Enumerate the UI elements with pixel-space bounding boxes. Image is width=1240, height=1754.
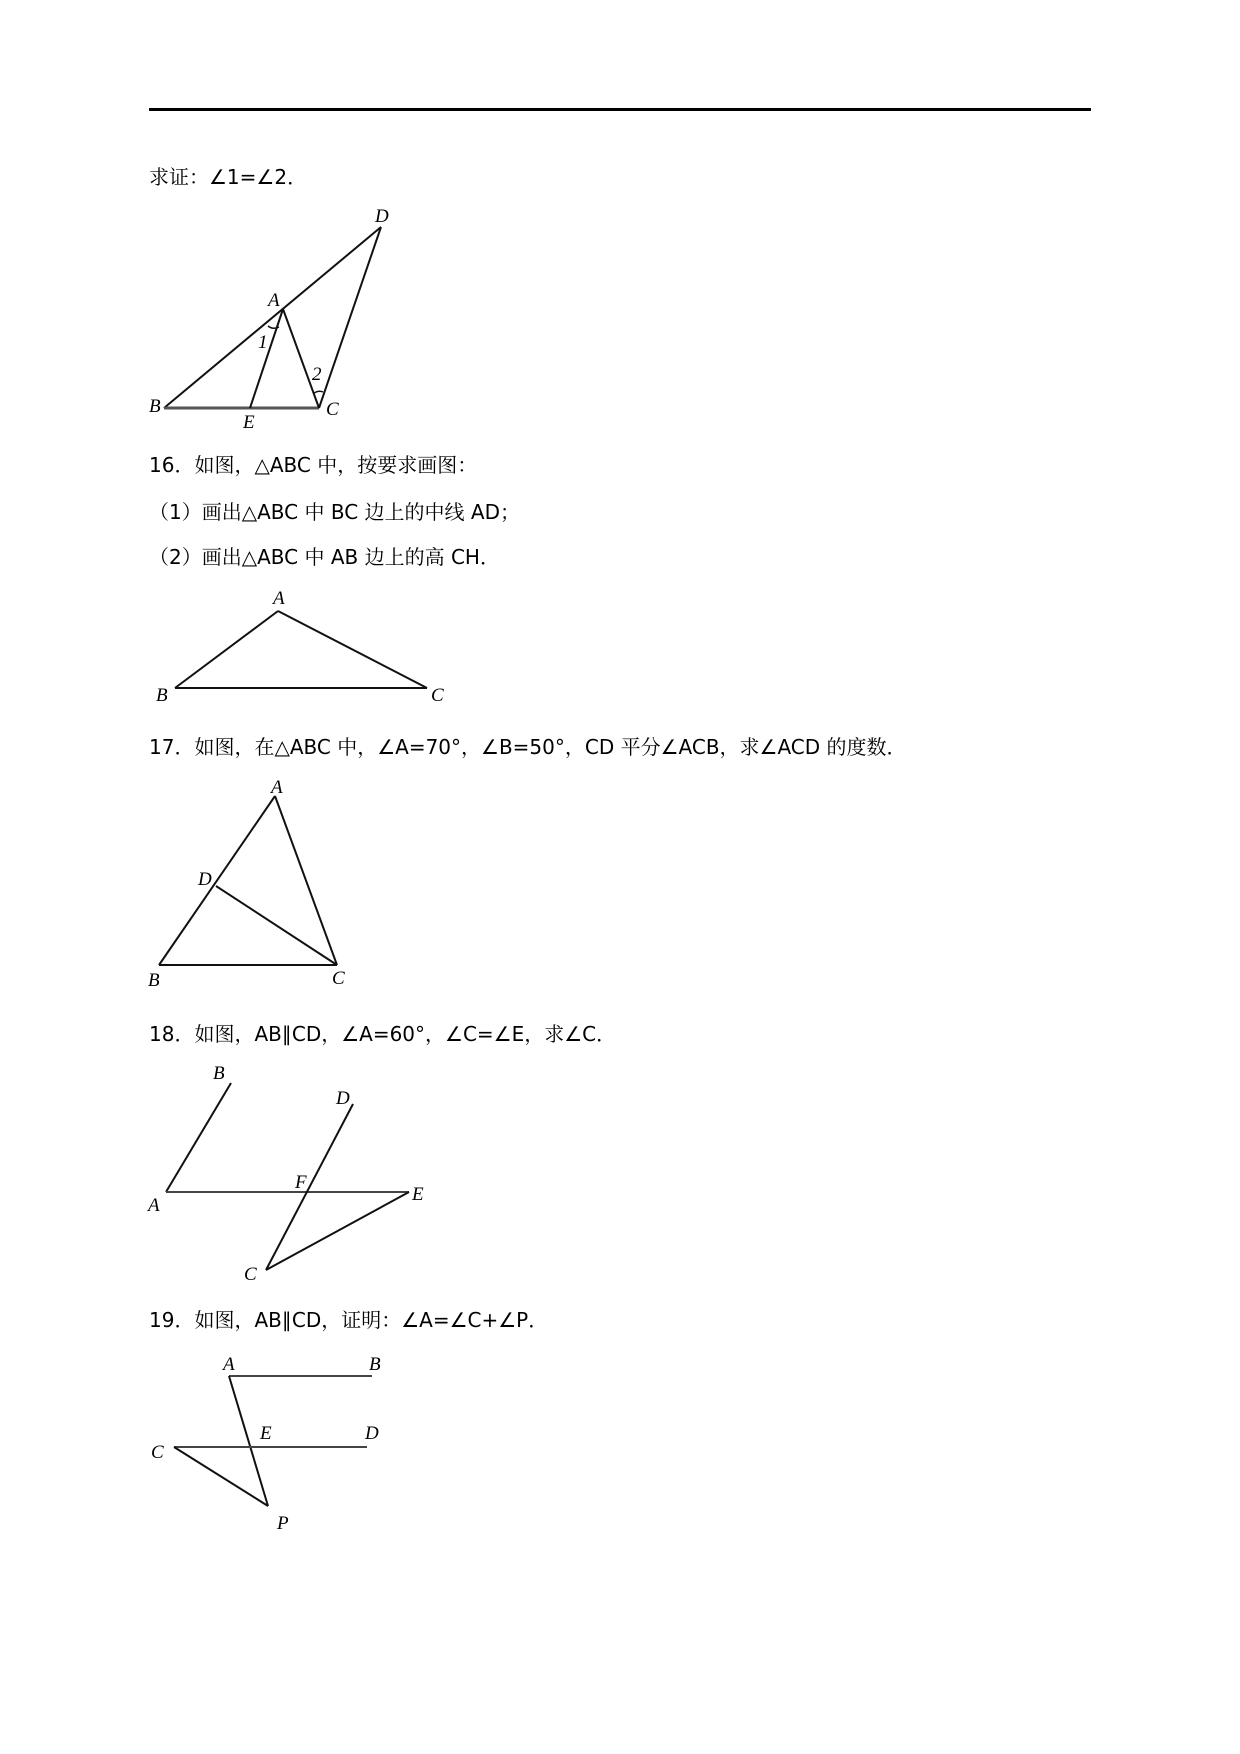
label-B: B	[148, 970, 160, 991]
label-D: D	[198, 869, 212, 890]
label-A: A	[273, 588, 285, 609]
label-B: B	[369, 1354, 381, 1375]
proof-statement: 求证：∠1=∠2．	[149, 165, 308, 189]
label-A: A	[271, 777, 283, 798]
label-E: E	[260, 1423, 272, 1444]
label-E: E	[243, 412, 255, 433]
figure-17	[148, 777, 345, 991]
label-B: B	[213, 1063, 225, 1084]
figure-15	[149, 206, 389, 433]
figure-16	[156, 588, 444, 706]
label-D: D	[336, 1088, 350, 1109]
label-F: F	[295, 1172, 307, 1193]
label-D: D	[365, 1423, 379, 1444]
question-19: 19．如图，AB∥CD，证明：∠A=∠C+∠P．	[149, 1308, 549, 1332]
label-C: C	[332, 968, 345, 989]
question-16-part-1: （1）画出△ABC 中 BC 边上的中线 AD；	[149, 500, 520, 524]
figure-19	[151, 1354, 381, 1534]
label-C: C	[431, 685, 444, 706]
label-A: A	[268, 290, 280, 311]
label-A: A	[223, 1354, 235, 1375]
label-C: C	[151, 1442, 164, 1463]
label-D: D	[375, 206, 389, 227]
figure-18	[146, 1063, 424, 1285]
label-C: C	[244, 1264, 257, 1285]
label-A: A	[148, 1195, 160, 1216]
label-C: C	[326, 399, 339, 420]
question-18: 18．如图，AB∥CD，∠A=60°，∠C=∠E，求∠C．	[149, 1022, 617, 1046]
label-angle-2: 2	[312, 364, 322, 385]
label-angle-1: 1	[258, 332, 268, 353]
label-B: B	[149, 396, 161, 417]
label-E: E	[412, 1184, 424, 1205]
question-16-part-2: （2）画出△ABC 中 AB 边上的高 CH．	[149, 545, 500, 569]
label-B: B	[156, 685, 168, 706]
question-17: 17．如图，在△ABC 中，∠A=70°，∠B=50°，CD 平分∠ACB，求∠ACD 的度数．	[149, 735, 907, 759]
label-P: P	[277, 1513, 289, 1534]
question-16: 16．如图，△ABC 中，按要求画图：	[149, 453, 478, 477]
